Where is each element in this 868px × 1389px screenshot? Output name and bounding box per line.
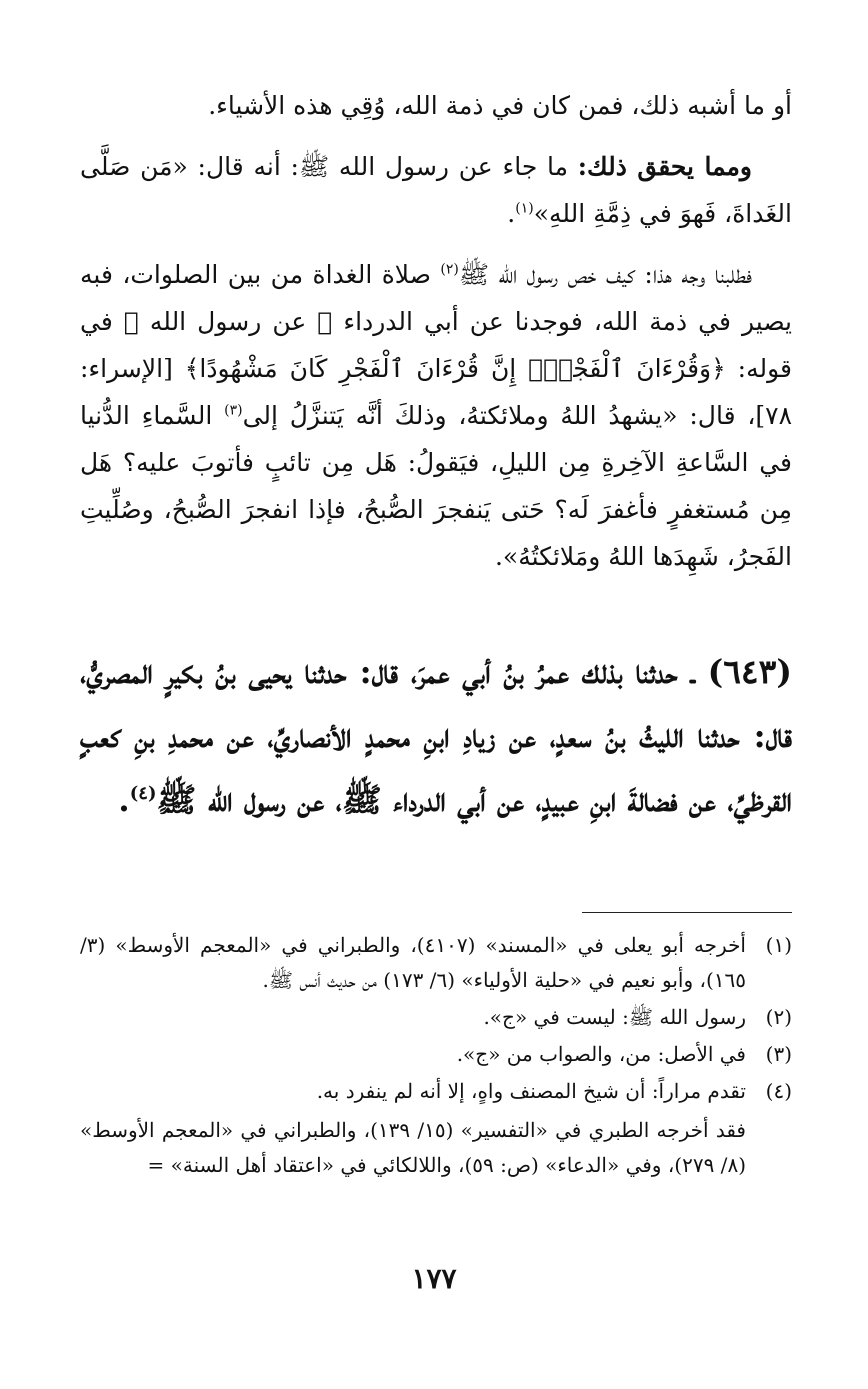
paragraph-3-text-a: فطلبنا وجه هذا: كيف خص رسول الله ﷺ: [458, 260, 752, 289]
footnote-item: [80, 1074, 792, 1109]
paragraph-3-text-c: السَّماءِ الدُّنيا في السَّاعةِ الآخِرةِ مِن الليلِ، فيَقولُ: هَل مِن تائبٍ فأتوبَ عليه؟ هَل مِن مُستغفرٍ فأغفرَ لَه؟ حَتى يَنفجرَ الصُّبحُ، فإذا انفجرَ الصُّبحُ، وصُلِّيتِ الفَجرُ، شَهِدَها اللهُ ومَلائكتُهُ».: [80, 401, 792, 571]
paragraph-1: [80, 82, 792, 129]
hadith-text: (٦٤٣) ـ حدثنا بذلك عمرُ بنُ أبي عمرَ، قال: حدثنا يحيى بنُ بكيرٍ المصريُّ، قال: حدثنا الليثُ بنُ سعدٍ، عن زيادِ ابنِ محمدٍ الأنصاريِّ، عن محمدِ بنِ كعبٍ القرظيِّ، عن فضالةَ ابنِ عبيدٍ، عن أبي الدرداء ﷺ، عن رسول الله ﷺ: [80, 652, 792, 819]
footnote-ref-3: (٣): [224, 402, 243, 419]
footnote-divider: [582, 912, 792, 913]
footnote-ref-1: (١): [515, 200, 534, 217]
footnote-number: (٤): [765, 1079, 792, 1103]
footnote-item: [80, 1000, 792, 1035]
paragraph-3-text-b: صلاة الغداة من بين الصلوات، فبه يصير في ذمة الله، فوجدنا عن أبي الدرداء ﷺ عن رسول الله ﷺ في قوله: ﴿وَقُرْءَانَ ٱلْفَجْرِۖ إِنَّ قُرْءَانَ ٱلْفَجْرِ كَانَ مَشْهُودًا﴾ [الإسراء: ٧٨]، قال: «يشهدُ اللهُ وملائكتهُ، وذلكَ أنَّه يَتنزَّلُ إلى: [80, 260, 792, 430]
footnote-ref-4: (٤): [129, 783, 157, 804]
footnote-ref-2: (٢): [440, 261, 459, 278]
main-text: [80, 82, 792, 594]
footnote-item: [80, 1037, 792, 1072]
footnote-number: (٢): [765, 1005, 792, 1029]
footnote-text: رسول الله ﷺ: ليست في «ج».: [483, 1005, 746, 1029]
paragraph-3: [80, 251, 792, 580]
footnote-number: (١): [765, 933, 792, 957]
footnotes: [80, 928, 792, 1183]
hadith-isnad: [80, 640, 792, 832]
page-number: ١٧٧: [411, 1262, 457, 1295]
paragraph-2: [80, 143, 792, 237]
paragraph-1-text: أو ما أشبه ذلك، فمن كان في ذمة الله، وُقِي هذه الأشياء.: [208, 91, 792, 120]
footnote-text: في الأصل: من، والصواب من «ج».: [456, 1042, 746, 1066]
footnote-text: أخرجه أبو يعلى في «المسند» (٤١٠٧)، والطبراني في «المعجم الأوسط» (٣/ ١٦٥)، وأبو نعيم في «حلية الأولياء» (٦/ ١٧٣) من حديث أنس ﷺ.: [80, 933, 746, 992]
footnote-continuation: فقد أخرجه الطبري في «التفسير» (١٥/ ١٣٩)، والطبراني في «المعجم الأوسط» (٨/ ٢٧٩)، وفي «الدعاء» (ص: ٥٩)، واللالكائي في «اعتقاد أهل السنة» =: [80, 1118, 746, 1177]
footnote-number: (٣): [765, 1042, 792, 1066]
hadith-end: .: [118, 780, 130, 819]
footnote-item: [80, 928, 792, 998]
paragraph-2-text: ما جاء عن رسول الله ﷺ: أنه قال: «مَن صَلَّى الغَداةَ، فَهوَ في ذِمَّةِ اللهِ»: [80, 152, 792, 228]
paragraph-2-lead: ومما يحقق ذلك:: [577, 152, 752, 181]
footnote-text: تقدم مراراً: أن شيخ المصنف واهٍ، إلا أنه لم ينفرد به.: [316, 1079, 746, 1103]
paragraph-2-end: .: [507, 199, 516, 228]
